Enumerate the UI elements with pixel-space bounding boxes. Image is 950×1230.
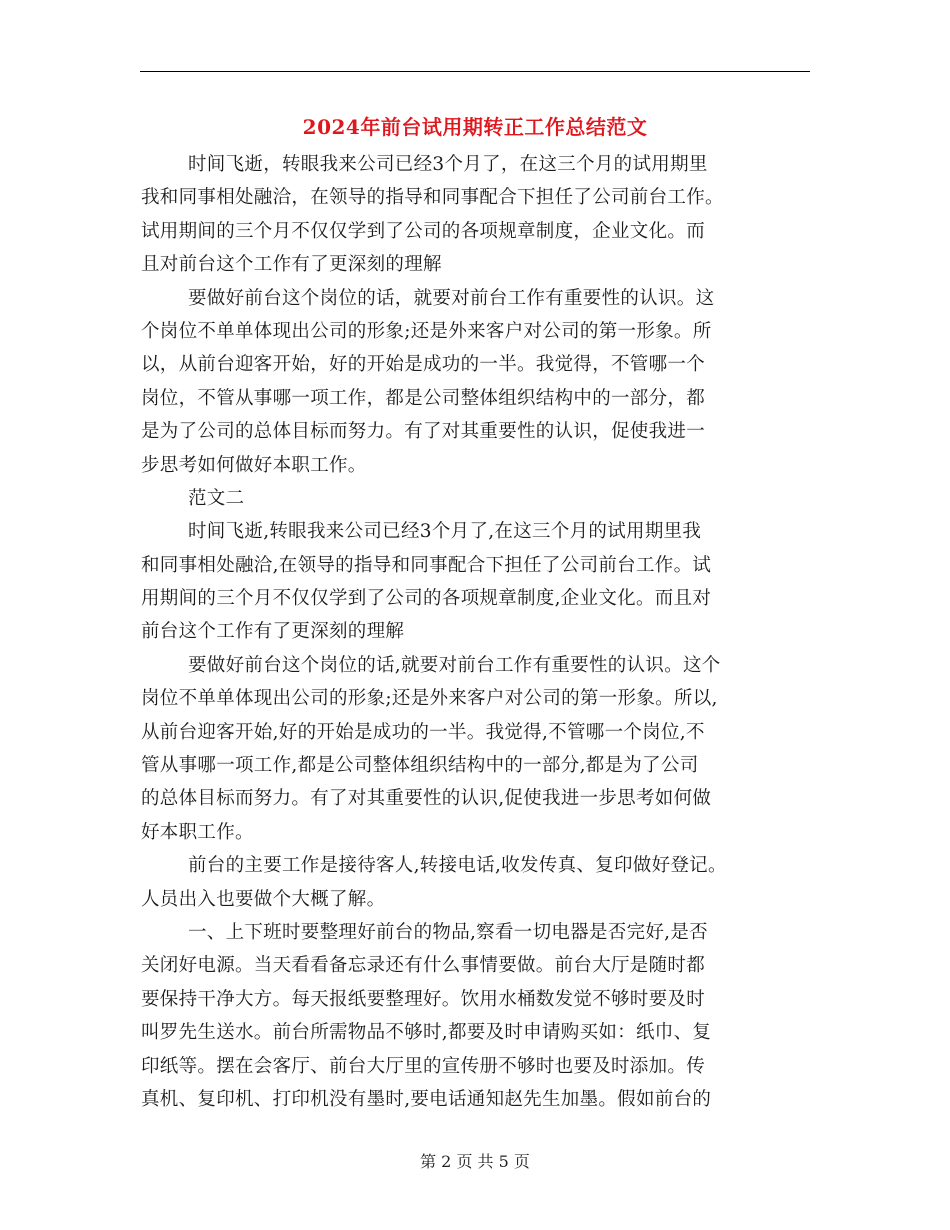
page-footer: 第 2 页 共 5 页	[420, 1152, 530, 1171]
text-line: 从前台迎客开始,好的开始是成功的一半。我觉得,不管哪一个岗位,不	[141, 721, 705, 743]
text-line: 范文二	[188, 487, 245, 509]
text-line: 试用期间的三个月不仅仅学到了公司的各项规章制度，企业文化。而	[141, 220, 706, 242]
text-line: 以，从前台迎客开始，好的开始是成功的一半。我觉得，不管哪一个	[141, 354, 706, 376]
text-line: 关闭好电源。当天看看备忘录还有什么事情要做。前台大厅是随时都	[141, 955, 706, 977]
text-line: 时间飞逝,转眼我来公司已经3个月了,在这三个月的试用期里我	[188, 521, 702, 543]
text-line: 个岗位不单单体现出公司的形象;还是外来客户对公司的第一形象。所	[141, 320, 712, 342]
document-body	[141, 148, 811, 1116]
text-line: 用期间的三个月不仅仅学到了公司的各项规章制度,企业文化。而且对	[141, 588, 712, 610]
text-line: 是为了公司的总体目标而努力。有了对其重要性的认识，促使我进一	[141, 421, 706, 443]
text-line: 岗位不单单体现出公司的形象;还是外来客户对公司的第一形象。所以,	[141, 688, 718, 710]
document-title: 2024年前台试用期转正工作总结范文	[302, 115, 648, 139]
text-line: 印纸等。摆在会客厅、前台大厅里的宣传册不够时也要及时添加。传	[141, 1055, 706, 1077]
header-rule	[140, 71, 810, 72]
text-line: 时间飞逝，转眼我来公司已经3个月了，在这三个月的试用期里	[188, 154, 708, 175]
text-line: 要做好前台这个岗位的话,就要对前台工作有重要性的认识。这个	[188, 654, 721, 676]
text-line: 我和同事相处融洽，在领导的指导和同事配合下担任了公司前台工作。	[141, 187, 724, 209]
text-line: 步思考如何做好本职工作。	[141, 454, 367, 476]
text-line: 前台的主要工作是接待客人,转接电话,收发传真、复印做好登记。	[188, 855, 727, 877]
text-line: 要保持干净大方。每天报纸要整理好。饮用水桶数发觉不够时要及时	[141, 988, 706, 1010]
text-line: 真机、复印机、打印机没有墨时,要电话通知赵先生加墨。假如前台的	[141, 1088, 712, 1110]
text-line: 好本职工作。	[141, 821, 254, 843]
text-line: 的总体目标而努力。有了对其重要性的认识,促使我进一步思考如何做	[141, 788, 712, 810]
text-line: 叫罗先生送水。前台所需物品不够时,都要及时申请购买如：纸巾、复	[141, 1022, 712, 1044]
text-line: 前台这个工作有了更深刻的理解	[141, 621, 405, 643]
text-line: 一、上下班时要整理好前台的物品,察看一切电器是否完好,是否	[188, 921, 708, 943]
text-line: 岗位，不管从事哪一项工作，都是公司整体组织结构中的一部分，都	[141, 387, 706, 409]
text-line: 人员出入也要做个大概了解。	[141, 888, 386, 910]
text-line: 和同事相处融洽,在领导的指导和同事配合下担任了公司前台工作。试	[141, 554, 712, 576]
text-line: 且对前台这个工作有了更深刻的理解	[141, 254, 442, 276]
text-line: 管从事哪一项工作,都是公司整体组织结构中的一部分,都是为了公司	[141, 755, 699, 777]
text-line: 要做好前台这个岗位的话，就要对前台工作有重要性的认识。这	[188, 287, 715, 309]
